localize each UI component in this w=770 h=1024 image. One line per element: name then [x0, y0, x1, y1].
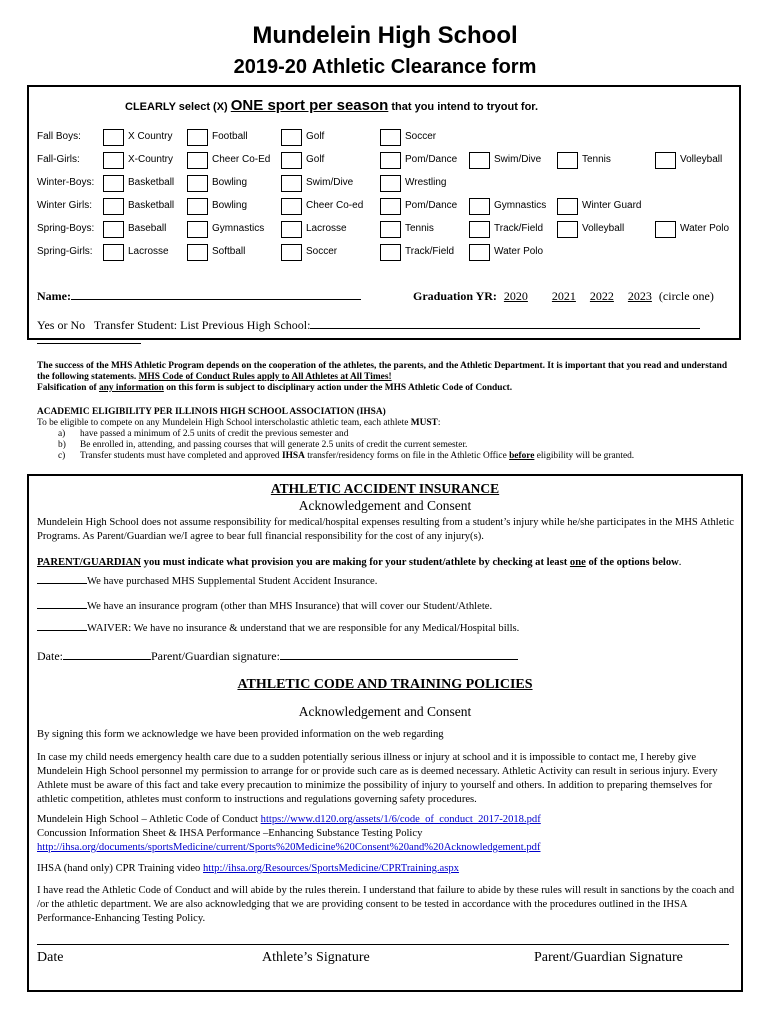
sports-medicine-link[interactable]: http://ihsa.org/documents/sportsMedicine/current/Sports%20Medicine%20Consent%20and%20Acknowledgement.pdf	[37, 842, 541, 853]
transfer-continuation-line	[37, 343, 141, 344]
sport-label: Soccer	[306, 246, 338, 257]
cpr-training-link[interactable]: http://ihsa.org/Resources/SportsMedicine/CPRTraining.aspx	[203, 863, 459, 874]
sport-label: Softball	[212, 246, 246, 257]
sport-label: Bowling	[212, 200, 248, 211]
sport-label: Volleyball	[582, 223, 625, 234]
grad-year-2022[interactable]: 2022	[589, 289, 614, 303]
insurance-instruction: PARENT/GUARDIAN you must indicate what provision you are making for your student/athlete by checking at least one of the options below.	[37, 557, 682, 568]
sport-checkbox[interactable]	[469, 244, 490, 261]
sport-checkbox[interactable]	[469, 152, 490, 169]
sport-label: Track/Field	[405, 246, 455, 257]
insurance-option-waiver[interactable]: WAIVER: We have no insurance & understand that we are responsible for any Medical/Hospital bills.	[37, 622, 737, 636]
sport-label: Swim/Dive	[306, 177, 354, 188]
sport-label: Tennis	[582, 154, 611, 165]
code-p3: I have read the Athletic Code of Conduct and will abide by the rules therein. I understand that failure to abide by these rules will result in sanctions by the coach and /or the athletic department. We are also acknowledging that we are providing consent to be tested in accordance with the procedures outlined in the IHSA Performance-Enhancing Testing Policy.	[37, 885, 735, 924]
transfer-label: Transfer Student: List Previous High School:	[93, 318, 311, 332]
sport-label: Lacrosse	[306, 223, 347, 234]
sport-label: Cheer Co-ed	[306, 200, 364, 211]
falsification-post: on this form is subject to disciplinary action under the MHS Athletic Code of Conduct.	[166, 383, 513, 393]
sport-checkbox[interactable]	[281, 129, 302, 146]
sport-label: Bowling	[212, 177, 248, 188]
form-title: 2019-20 Athletic Clearance form	[233, 56, 537, 78]
grad-year-2023[interactable]: 2023	[627, 289, 652, 303]
sport-instruction	[125, 97, 538, 114]
sport-checkbox[interactable]	[380, 198, 401, 215]
sport-label: X Country	[128, 131, 173, 142]
transfer-field[interactable]	[37, 318, 700, 333]
sport-label: Gymnastics	[212, 223, 265, 234]
insurance-body: Mundelein High School does not assume responsibility for medical/hospital expenses resulting from a student’s injury while he/she participates in the MHS Athletic Programs. As Parent/Guardian we/I agree to bear full financial responsibility for the cost of any injury(s).	[37, 517, 735, 542]
season-label: Winter-Boys:	[37, 177, 95, 188]
eligibility-item: a) have passed a minimum of 2.5 units of credit the previous semester and	[58, 429, 349, 439]
sport-label: Wrestling	[405, 177, 447, 188]
grad-note: (circle one)	[658, 289, 714, 303]
sport-label: Baseball	[128, 223, 167, 234]
sport-checkbox[interactable]	[187, 129, 208, 146]
sport-checkbox[interactable]	[187, 221, 208, 238]
sport-checkbox[interactable]	[469, 198, 490, 215]
season-label: Spring-Boys:	[37, 223, 95, 234]
sport-checkbox[interactable]	[103, 129, 124, 146]
sport-checkbox[interactable]	[380, 221, 401, 238]
sport-checkbox[interactable]	[281, 152, 302, 169]
pg-signature-field[interactable]	[280, 649, 518, 660]
graduation-year	[413, 289, 714, 304]
sport-checkbox[interactable]	[380, 244, 401, 261]
code-title: ATHLETIC CODE AND TRAINING POLICIES	[237, 677, 533, 692]
season-label: Fall-Girls:	[37, 154, 80, 165]
season-label: Spring-Girls:	[37, 246, 93, 257]
falsification-pre: Falsification of	[37, 383, 97, 393]
sport-checkbox[interactable]	[187, 175, 208, 192]
sport-label: Golf	[306, 154, 325, 165]
sport-checkbox[interactable]	[655, 152, 676, 169]
sport-label: Swim/Dive	[494, 154, 542, 165]
eligibility-item: b) Be enrolled in, attending, and passing courses that will generate 2.5 units of credit the current semester.	[58, 440, 468, 450]
sport-checkbox[interactable]	[281, 244, 302, 261]
insurance-option-purchased[interactable]: We have purchased MHS Supplemental Student Accident Insurance.	[37, 575, 737, 589]
pg-signature-label: Parent/Guardian signature:	[151, 649, 280, 663]
season-label: Winter Girls:	[37, 200, 92, 211]
transfer-yes-no: Yes or No	[37, 318, 86, 332]
season-label: Fall Boys:	[37, 131, 81, 142]
sport-label: Soccer	[405, 131, 437, 142]
code-subtitle: Acknowledgement and Consent	[298, 704, 472, 719]
intro-paragraph	[37, 361, 737, 394]
sig-parent[interactable]: Parent/Guardian Signature	[534, 950, 683, 965]
sig-date[interactable]: Date	[37, 950, 64, 965]
sport-label: Basketball	[128, 177, 175, 188]
name-field[interactable]	[37, 289, 361, 304]
code-p2: In case my child needs emergency health care due to a sudden potentially serious illness or injury at school and it is impossible to contact me, I hereby give Mundelein High School personnel my permission to arrange for or provide such care as is deemed necessary. Athletic Activity can result in serious injury. Every Athlete must be aware of this fact and take every precaution to minimize the possibility of injury to yourself and others. In addition to preparing themselves for athletic competition, athletes must conform to instructions and regulations governing safety procedures.	[37, 752, 718, 805]
eligibility-lead: To be eligible to compete on any Mundelein High School interscholastic athletic team, each athlete	[37, 418, 409, 428]
sport-checkbox[interactable]	[103, 198, 124, 215]
sport-checkbox[interactable]	[281, 175, 302, 192]
eligibility-heading: ACADEMIC ELIGIBILITY PER ILLINOIS HIGH SCHOOL ASSOCIATION (IHSA)	[37, 407, 386, 417]
sport-checkbox[interactable]	[655, 221, 676, 238]
sport-label: Tennis	[405, 223, 434, 234]
sport-label: Pom/Dance	[405, 154, 458, 165]
sig-athlete[interactable]: Athlete’s Signature	[262, 950, 370, 965]
sport-label: Pom/Dance	[405, 200, 458, 211]
date-field[interactable]	[63, 649, 151, 660]
grad-year-2020[interactable]: 2020	[503, 289, 528, 303]
sport-checkbox[interactable]	[557, 152, 578, 169]
code-p1: By signing this form we acknowledge we have been provided information on the web regarding	[37, 729, 444, 740]
instruction-pre: CLEARLY select (X)	[125, 101, 228, 113]
eligibility-item: c) Transfer students must have completed and approved IHSA transfer/residency forms on file in the Athletic Office before eligibility will be granted.	[58, 451, 635, 461]
sport-label: Football	[212, 131, 248, 142]
sport-label: Winter Guard	[582, 200, 642, 211]
instruction-emphasis: ONE sport per season	[230, 97, 389, 114]
sport-checkbox[interactable]	[103, 221, 124, 238]
sport-checkbox[interactable]	[380, 152, 401, 169]
eligibility-section: ACADEMIC ELIGIBILITY PER ILLINOIS HIGH SCHOOL ASSOCIATION (IHSA) To be eligible to compete on any Mundelein High School interscholastic athletic team, each athlete MUST: a) have passed a minimum of 2.5 units of credit the previous semester and b) Be enrolled in, attending, and passing courses that will generate 2.5 units of credit the current semester. c) Transfer students must have completed and approved IHSA transfer/residency forms on file in the Athletic Office before eligibility will be granted.	[37, 407, 737, 462]
sport-label: Track/Field	[494, 223, 544, 234]
sport-label: X-Country	[128, 154, 174, 165]
sport-label: Golf	[306, 131, 325, 142]
insurance-title: ATHLETIC ACCIDENT INSURANCE	[270, 481, 500, 496]
sport-checkbox[interactable]	[281, 198, 302, 215]
intro-underlined: MHS Code of Conduct Rules apply to All Athletes at All Times!	[138, 372, 392, 382]
sport-checkbox[interactable]	[557, 221, 578, 238]
sport-checkbox[interactable]	[557, 198, 578, 215]
insurance-signature-line	[37, 649, 737, 663]
insurance-option-other[interactable]: We have an insurance program (other than MHS Insurance) that will cover our Student/Athlete.	[37, 600, 737, 614]
sport-checkbox[interactable]	[380, 175, 401, 192]
sport-checkbox[interactable]	[469, 221, 490, 238]
eligibility-must: MUST	[410, 418, 438, 428]
sport-checkbox[interactable]	[103, 244, 124, 261]
grad-year-2021[interactable]: 2021	[551, 289, 576, 303]
instruction-post: that you intend to tryout for.	[391, 101, 539, 113]
code-links: Mundelein High School – Athletic Code of Conduct https://www.d120.org/assets/1/6/code_of_conduct_2017-2018.pdf Concussion Information Sheet & IHSA Performance –Enhancing Substance Testing Policy http://ihsa.org/documents/sportsMedicine/current/Sports%20Medicine%20Consent%20and%20Acknowledgement.pdf	[37, 814, 541, 853]
sport-label: Gymnastics	[494, 200, 547, 211]
sport-label: Water Polo	[494, 246, 544, 257]
name-label: Name:	[37, 289, 71, 303]
sport-label: Water Polo	[680, 223, 730, 234]
sport-checkbox[interactable]	[187, 244, 208, 261]
falsification-underlined: any information	[98, 383, 164, 393]
sport-checkbox[interactable]	[103, 175, 124, 192]
sport-label: Cheer Co-Ed	[212, 154, 271, 165]
sport-checkbox[interactable]	[187, 152, 208, 169]
code-of-conduct-link[interactable]: https://www.d120.org/assets/1/6/code_of_conduct_2017-2018.pdf	[260, 814, 541, 825]
sport-label: Basketball	[128, 200, 175, 211]
sport-checkbox[interactable]	[281, 221, 302, 238]
school-title: Mundelein High School	[252, 22, 518, 49]
sport-label: Volleyball	[680, 154, 723, 165]
sport-label: Lacrosse	[128, 246, 169, 257]
intro-text: The success of the MHS Athletic Program depends on the cooperation of the athletes, the parents, and the Athletic Department. It is important that you read and understand the following statements.	[37, 361, 728, 382]
sport-checkbox[interactable]	[187, 198, 208, 215]
graduation-label: Graduation YR:	[413, 289, 497, 303]
date-label: Date:	[37, 649, 63, 663]
sport-checkbox[interactable]	[103, 152, 124, 169]
sport-checkbox[interactable]	[380, 129, 401, 146]
insurance-subtitle: Acknowledgement and Consent	[298, 498, 472, 513]
signature-rule	[37, 944, 729, 945]
cpr-line: IHSA (hand only) CPR Training video http://ihsa.org/Resources/SportsMedicine/CPRTraining.aspx	[37, 863, 459, 874]
